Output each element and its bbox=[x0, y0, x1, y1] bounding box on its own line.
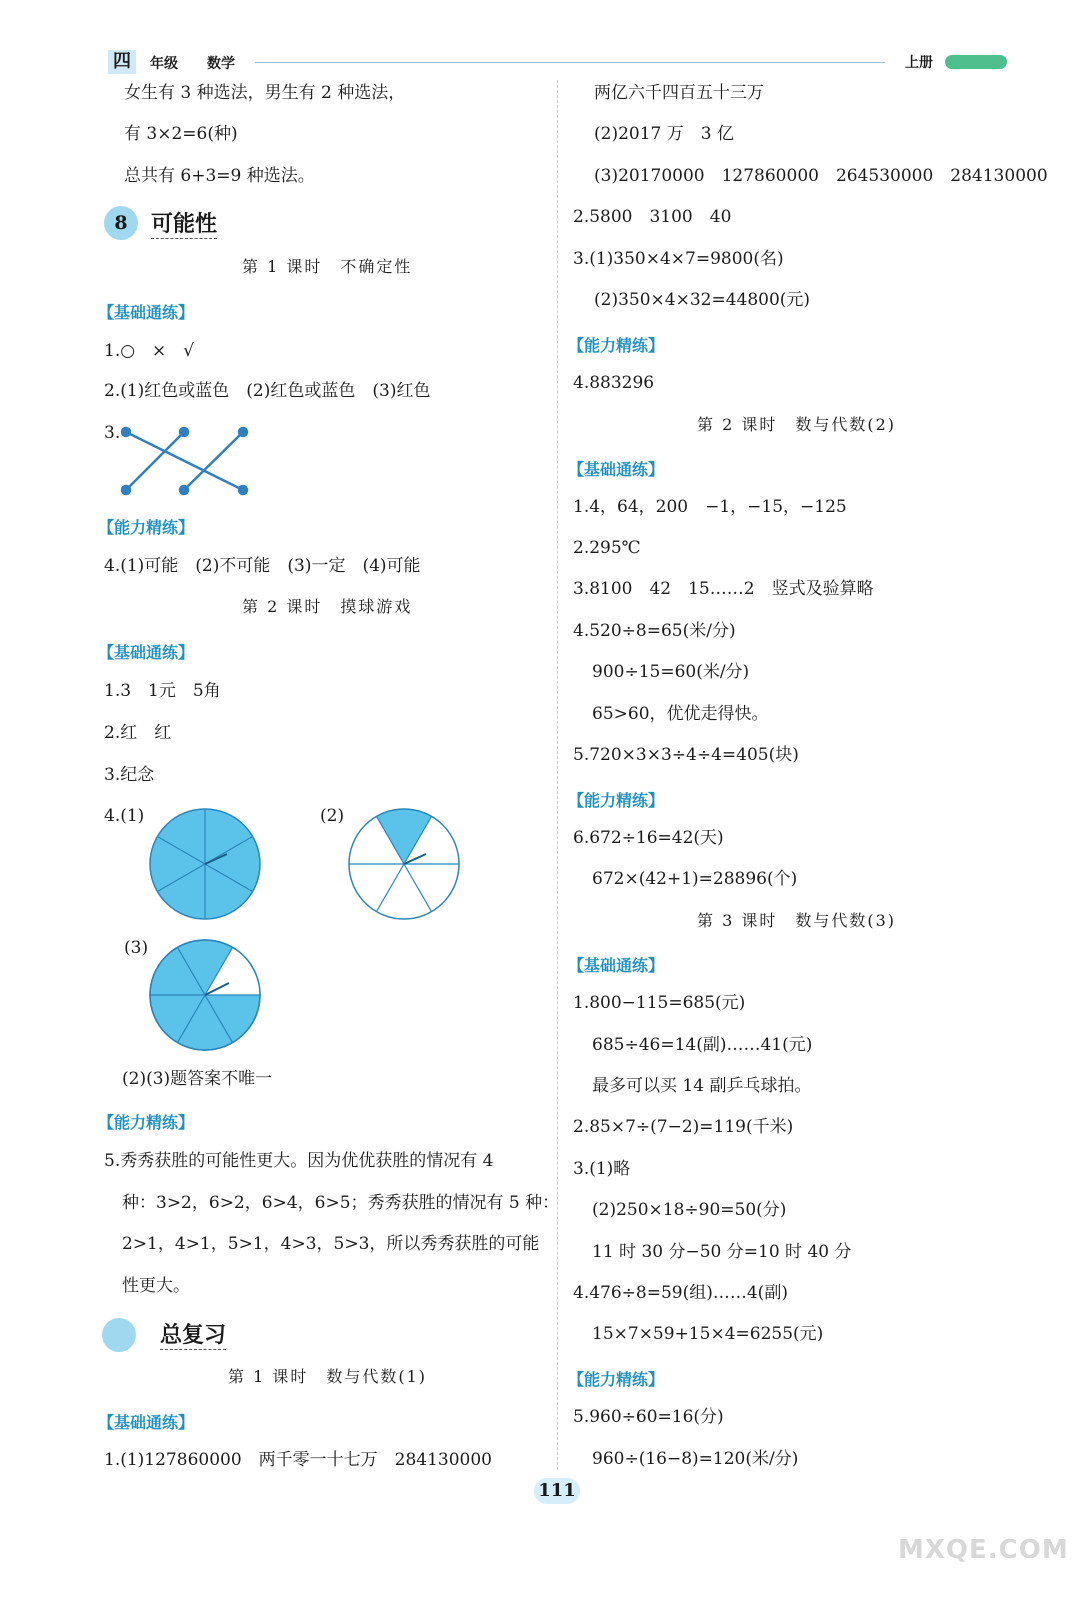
answer-line: 4.476÷8=59(组)……4(副) bbox=[573, 1283, 788, 1303]
answer-line: 种：3>2，6>2，6>4，6>5；秀秀获胜的情况有 5 种： bbox=[122, 1193, 560, 1213]
answer-line: 3.8100 42 15……2 竖式及验算略 bbox=[573, 579, 874, 599]
unit-number-badge: 8 bbox=[104, 206, 138, 240]
page-number: 111 bbox=[534, 1478, 580, 1504]
answer-line: 3.(1)略 bbox=[573, 1159, 631, 1179]
column-divider bbox=[557, 80, 558, 1470]
answer-line: 900÷15=60(米/分) bbox=[592, 662, 750, 682]
spinner-3 bbox=[147, 937, 263, 1053]
answer-line: 15×7×59+15×4=6255(元) bbox=[592, 1324, 824, 1344]
answer-line: 672×(42+1)=28896(个) bbox=[592, 869, 798, 889]
lesson-title: 第 3 课时 数与代数(3) bbox=[697, 911, 897, 930]
header-ornament-icon bbox=[945, 55, 1007, 69]
answer-line: 两亿六千四百五十三万 bbox=[594, 83, 764, 103]
answer-line: 1.4，64，200 −1，−15，−125 bbox=[573, 497, 847, 517]
answer-line: 1.800−115=685(元) bbox=[573, 993, 746, 1013]
spinner-2 bbox=[346, 806, 462, 922]
answer-line: 4.(1) bbox=[104, 806, 145, 826]
section-tag-basic: 【基础通练】 bbox=[98, 1413, 195, 1432]
section-tag-advanced: 【能力精练】 bbox=[98, 518, 195, 537]
answer-line: 2.(1)红色或蓝色 (2)红色或蓝色 (3)红色 bbox=[104, 381, 431, 401]
sub-label: (2) bbox=[320, 806, 345, 826]
section-tag-advanced: 【能力精练】 bbox=[98, 1113, 195, 1132]
answer-line: 3.纪念 bbox=[104, 765, 155, 785]
subject-label: 数学 bbox=[207, 56, 235, 72]
grade-label: 年级 bbox=[150, 56, 178, 72]
text-line: 总共有 6+3=9 种选法。 bbox=[124, 166, 315, 186]
answer-line: (2)350×4×32=44800(元) bbox=[594, 290, 811, 310]
answer-line: (2)2017 万 3 亿 bbox=[594, 124, 734, 144]
unit-title: 可能性 bbox=[151, 207, 217, 239]
answer-line: 4.883296 bbox=[573, 373, 655, 393]
answer-line: 5.960÷60=16(分) bbox=[573, 1407, 724, 1427]
section-tag-basic: 【基础通练】 bbox=[568, 460, 665, 479]
answer-line: 5.720×3×3÷4÷4=405(块) bbox=[573, 745, 799, 765]
answer-line: 1.(1)127860000 两千零一十七万 284130000 bbox=[104, 1450, 492, 1470]
grade-badge: 四 bbox=[108, 50, 136, 74]
answer-line: 685÷46=14(副)……41(元) bbox=[592, 1035, 813, 1055]
answer-line: 2.295℃ bbox=[573, 538, 641, 558]
answer-line: 2>1，4>1，5>1，4>3，5>3，所以秀秀获胜的可能 bbox=[122, 1234, 540, 1254]
note-line: (2)(3)题答案不唯一 bbox=[122, 1069, 273, 1089]
matching-diagram bbox=[118, 424, 253, 496]
answer-line: 3.(1)350×4×7=9800(名) bbox=[573, 249, 784, 269]
answer-line: (3)20170000 127860000 264530000 284130000 bbox=[594, 166, 1048, 186]
section-tag-advanced: 【能力精练】 bbox=[568, 336, 665, 355]
sub-label: (3) bbox=[124, 938, 149, 958]
answer-line: 6.672÷16=42(天) bbox=[573, 828, 724, 848]
volume-label: 上册 bbox=[905, 55, 933, 71]
answer-line: (2)250×18÷90=50(分) bbox=[592, 1200, 787, 1220]
answer-line: 65>60，优优走得快。 bbox=[592, 704, 769, 724]
answer-line: 11 时 30 分−50 分=10 时 40 分 bbox=[592, 1242, 852, 1262]
answer-line: 2.红 红 bbox=[104, 723, 172, 743]
lesson-title: 第 2 课时 摸球游戏 bbox=[242, 597, 413, 616]
section-tag-basic: 【基础通练】 bbox=[568, 956, 665, 975]
section-tag-advanced: 【能力精练】 bbox=[568, 1370, 665, 1389]
answer-line: 1.3 1元 5角 bbox=[104, 681, 221, 701]
answer-line: 性更大。 bbox=[122, 1276, 190, 1296]
answer-line: 4.(1)可能 (2)不可能 (3)一定 (4)可能 bbox=[104, 556, 421, 576]
lesson-title: 第 2 课时 数与代数(2) bbox=[697, 415, 897, 434]
lesson-title: 第 1 课时 不确定性 bbox=[242, 257, 413, 276]
lesson-title: 第 1 课时 数与代数(1) bbox=[228, 1367, 428, 1386]
answer-line: 4.520÷8=65(米/分) bbox=[573, 621, 736, 641]
section-tag-basic: 【基础通练】 bbox=[98, 303, 195, 322]
header-rule bbox=[255, 62, 885, 63]
text-line: 女生有 3 种选法，男生有 2 种选法， bbox=[124, 83, 406, 103]
review-badge-icon bbox=[102, 1318, 136, 1352]
section-tag-basic: 【基础通练】 bbox=[98, 643, 195, 662]
answer-line: 2.85×7÷(7−2)=119(千米) bbox=[573, 1117, 794, 1137]
answer-line: 960÷(16−8)=120(米/分) bbox=[592, 1449, 799, 1469]
text-line: 有 3×2=6(种) bbox=[124, 124, 238, 144]
watermark: MXQE.COM bbox=[898, 1535, 1069, 1565]
answer-line: 3. bbox=[104, 423, 121, 443]
answer-line: 1.○ × √ bbox=[104, 341, 195, 361]
answer-line: 最多可以买 14 副乒乓球拍。 bbox=[592, 1076, 812, 1096]
spinner-1 bbox=[147, 806, 263, 922]
answer-line: 5.秀秀获胜的可能性更大。因为优优获胜的情况有 4 bbox=[104, 1151, 494, 1171]
section-tag-advanced: 【能力精练】 bbox=[568, 791, 665, 810]
answer-line: 2.5800 3100 40 bbox=[573, 207, 732, 227]
review-title: 总复习 bbox=[160, 1318, 226, 1350]
